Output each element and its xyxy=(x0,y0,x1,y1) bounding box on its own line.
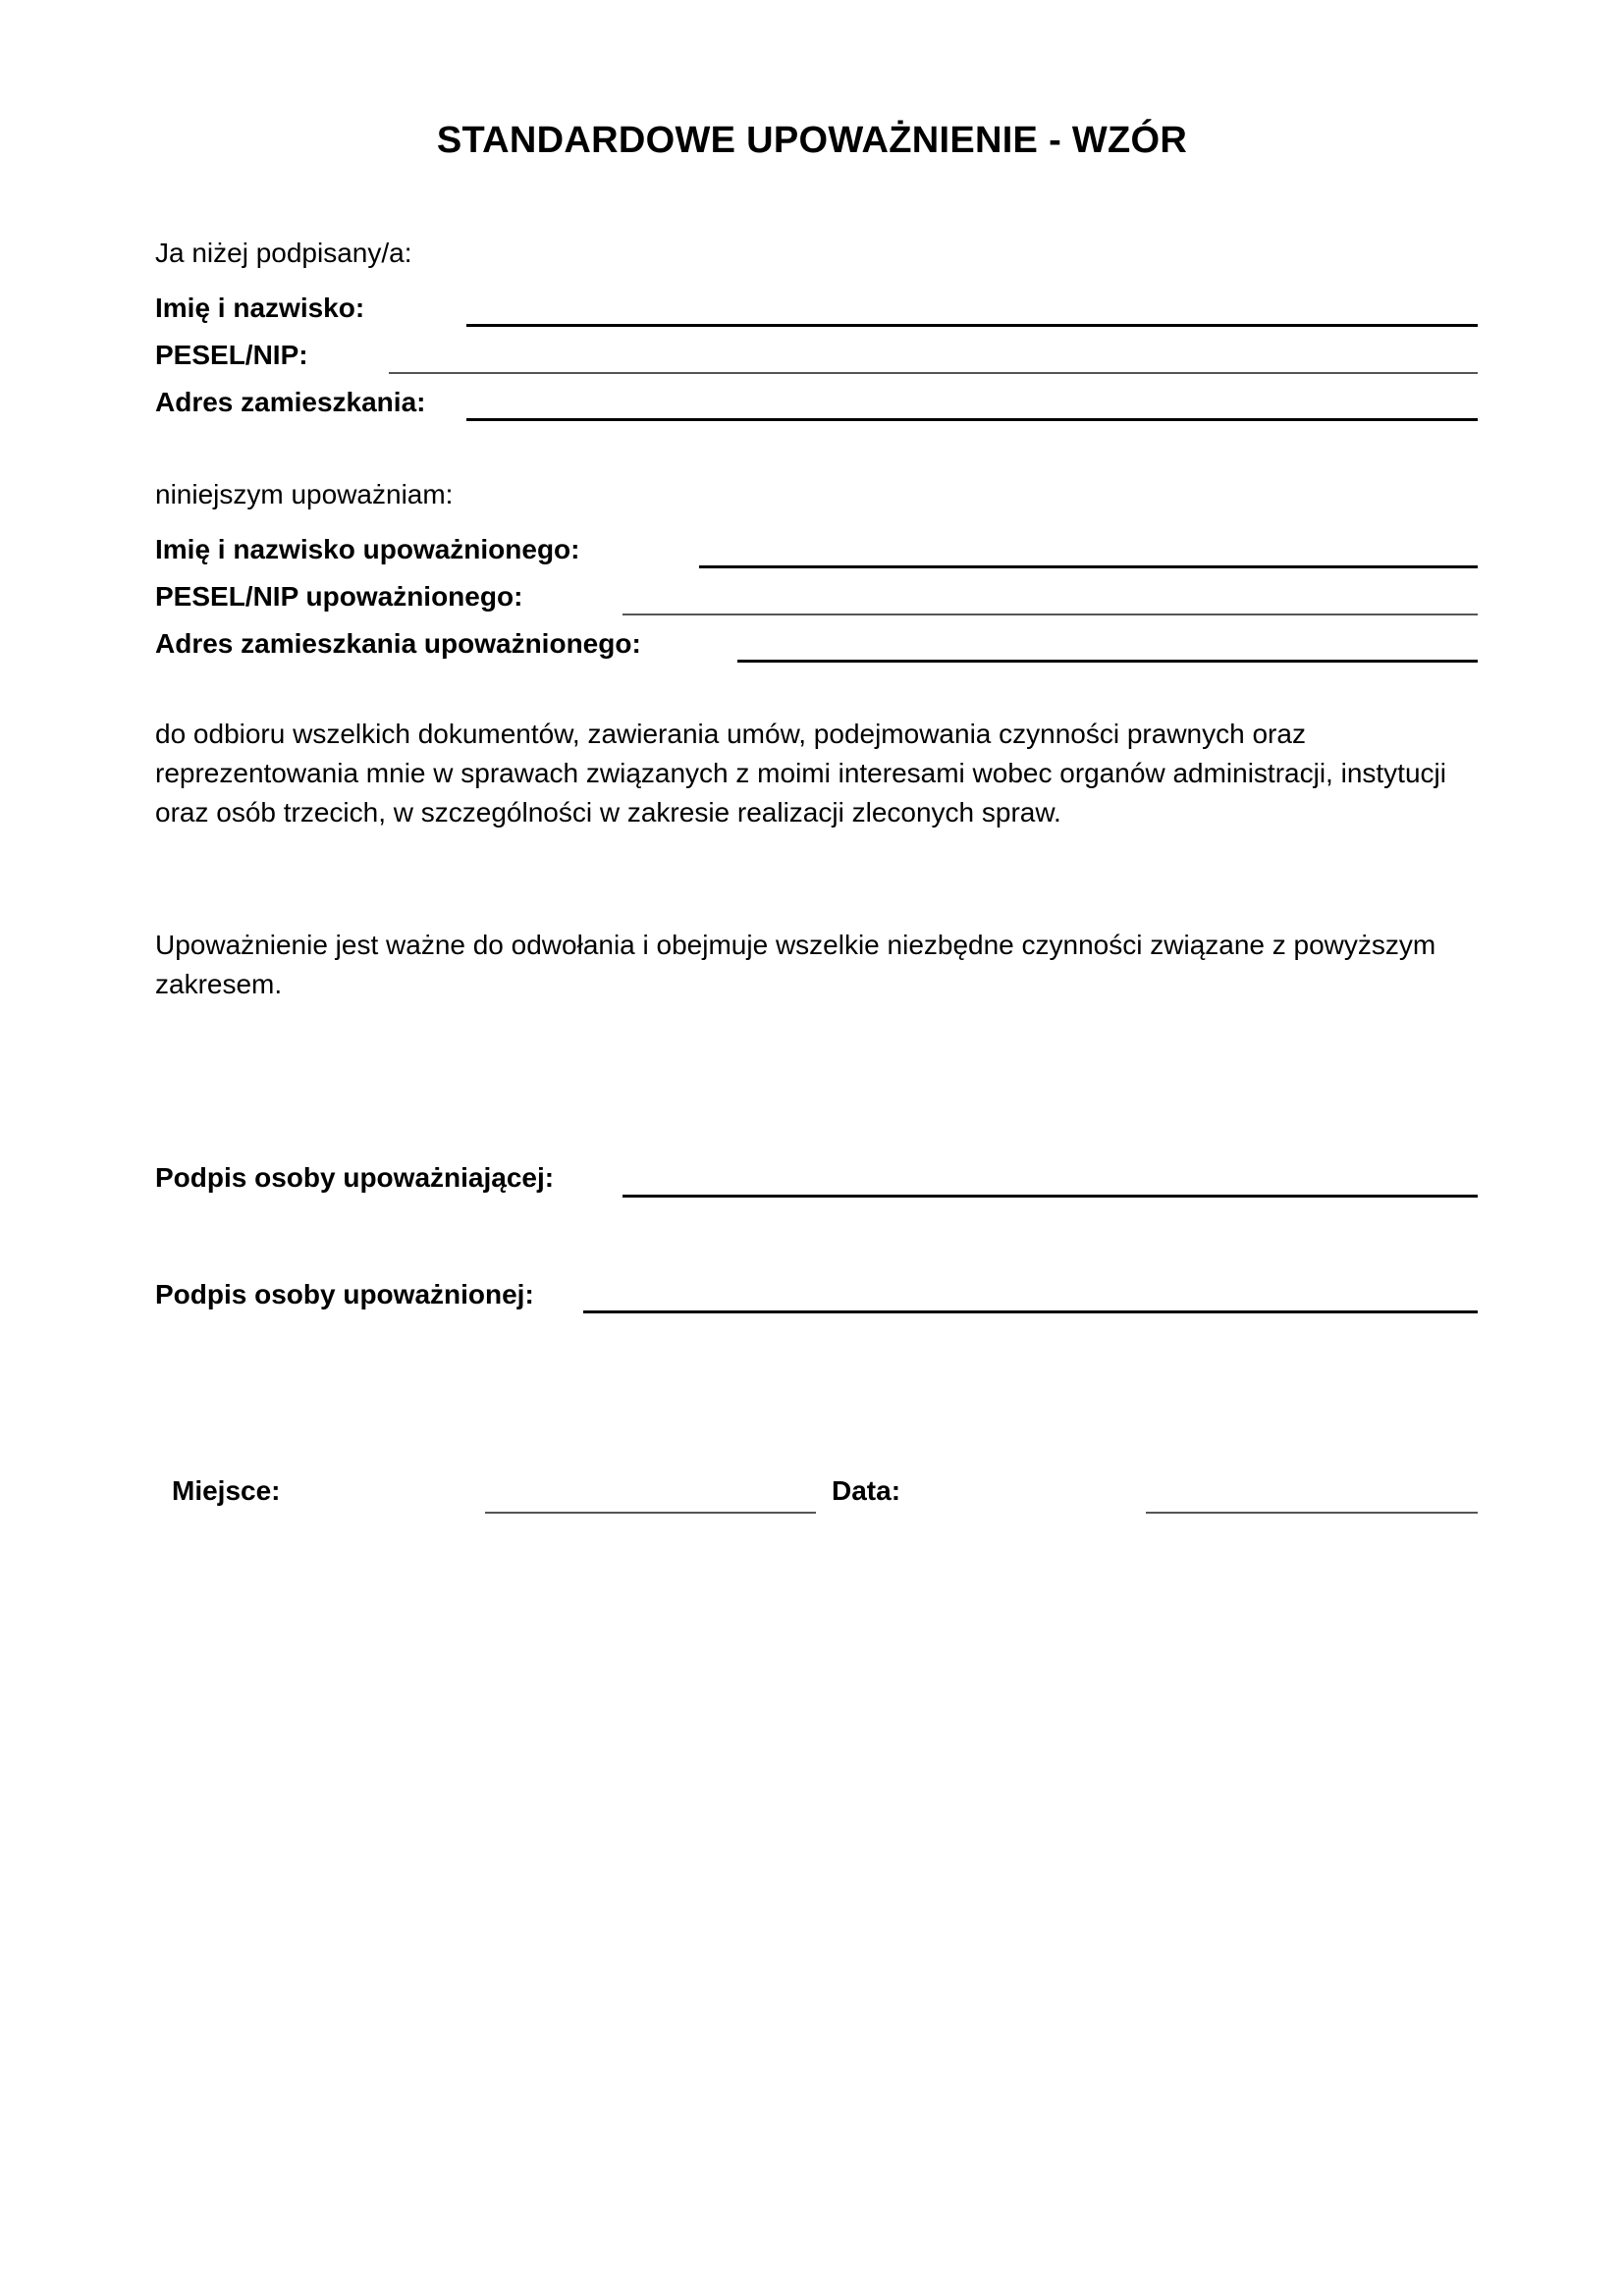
date-field[interactable] xyxy=(1146,1512,1478,1514)
date-label: Data: xyxy=(832,1475,901,1506)
grantee-pesel-label: PESEL/NIP upoważnionego: xyxy=(155,581,523,612)
place-field[interactable] xyxy=(485,1512,816,1514)
grantor-signature-field[interactable] xyxy=(623,1195,1478,1198)
grantee-signature-field[interactable] xyxy=(583,1310,1478,1313)
grantor-pesel-field[interactable] xyxy=(389,372,1478,374)
intro-text: Ja niżej podpisany/a: xyxy=(155,238,412,268)
grantor-name-field[interactable] xyxy=(466,324,1478,327)
grantee-address-field[interactable] xyxy=(737,660,1478,663)
scope-paragraph: do odbioru wszelkich dokumentów, zawierania umów, podejmowania czynności prawnych oraz reprezentowania mnie w sprawach związanych z moimi interesami wobec organów administracji, instytucji oraz osób trzecich, w szczególności w zakresie realizacji zleconych spraw. xyxy=(155,719,1446,828)
grantor-address-label: Adres zamieszkania: xyxy=(155,387,426,417)
grantee-pesel-field[interactable] xyxy=(623,614,1478,615)
grantor-name-label: Imię i nazwisko: xyxy=(155,293,365,323)
grantee-signature-label: Podpis osoby upoważnionej: xyxy=(155,1279,534,1309)
grantee-address-label: Adres zamieszkania upoważnionego: xyxy=(155,628,641,659)
authorize-text: niniejszym upoważniam: xyxy=(155,479,454,509)
grantor-signature-label: Podpis osoby upoważniającej: xyxy=(155,1162,555,1193)
grantor-address-field[interactable] xyxy=(466,418,1478,421)
grantor-pesel-label: PESEL/NIP: xyxy=(155,340,308,370)
document-title: STANDARDOWE UPOWAŻNIENIE - WZÓR xyxy=(436,120,1188,161)
validity-paragraph: Upoważnienie jest ważne do odwołania i obejmuje wszelkie niezbędne czynności związane z powyższym zakresem. xyxy=(155,930,1436,999)
place-label: Miejsce: xyxy=(172,1475,281,1506)
grantee-name-label: Imię i nazwisko upoważnionego: xyxy=(155,534,580,564)
grantee-name-field[interactable] xyxy=(699,565,1478,568)
